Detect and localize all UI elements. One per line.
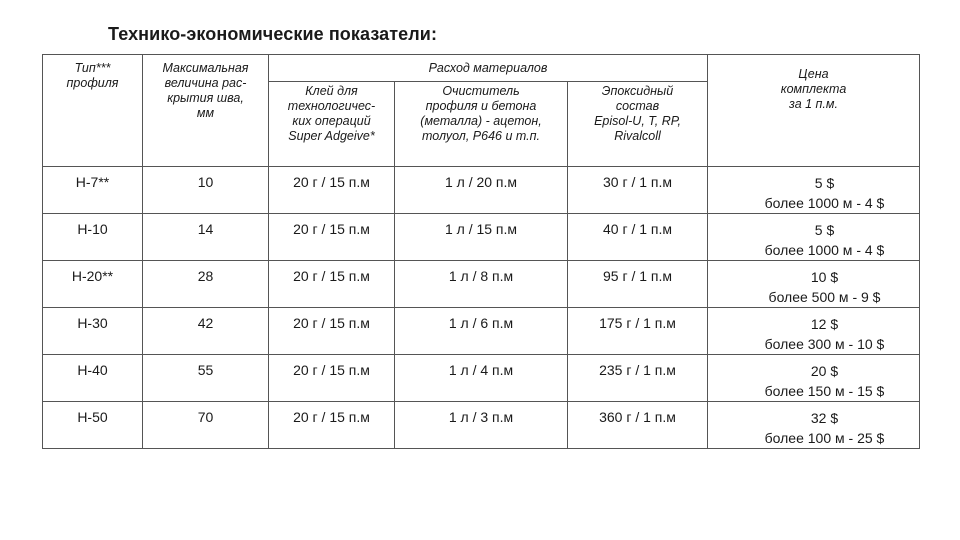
cell-type: Н-7** xyxy=(43,167,143,214)
cell-cleaner: 1 л / 15 п.м xyxy=(395,214,568,261)
cell-epoxy: 175 г / 1 п.м xyxy=(568,308,708,355)
header-epoxy xyxy=(568,82,708,167)
header-cleaner-line: (металла) - ацетон, xyxy=(420,114,542,128)
header-type xyxy=(43,55,143,167)
header-type-line: Тип*** xyxy=(74,61,111,75)
header-price-line: Цена xyxy=(798,67,829,81)
cell-width: 14 xyxy=(143,214,269,261)
header-consumption: Расход материалов xyxy=(269,55,708,82)
cell-epoxy: 360 г / 1 п.м xyxy=(568,402,708,449)
header-cleaner xyxy=(395,82,568,167)
header-cleaner-line: Очиститель xyxy=(442,84,520,98)
cell-width: 70 xyxy=(143,402,269,449)
header-type-line: профиля xyxy=(66,76,119,90)
header-cleaner-line: толуол, Р646 и т.п. xyxy=(422,129,540,143)
cell-width: 42 xyxy=(143,308,269,355)
header-width xyxy=(143,55,269,167)
table-row xyxy=(43,402,920,449)
cell-glue: 20 г / 15 п.м xyxy=(269,167,395,214)
price-bulk: более 150 м - 15 $ xyxy=(764,383,885,399)
cell-cleaner: 1 л / 20 п.м xyxy=(395,167,568,214)
price-bulk: более 1000 м - 4 $ xyxy=(764,195,885,211)
header-width-line: крытия шва, xyxy=(167,91,244,105)
header-glue xyxy=(269,82,395,167)
cell-type: Н-40 xyxy=(43,355,143,402)
header-price-line: комплекта xyxy=(780,82,847,96)
table-row xyxy=(43,308,920,355)
cell-glue: 20 г / 15 п.м xyxy=(269,355,395,402)
cell-glue: 20 г / 15 п.м xyxy=(269,214,395,261)
cell-price xyxy=(708,355,920,402)
price-bulk: более 300 м - 10 $ xyxy=(764,336,885,352)
table-row xyxy=(43,261,920,308)
cell-epoxy: 95 г / 1 п.м xyxy=(568,261,708,308)
header-width-line: Максимальная xyxy=(162,61,249,75)
cell-price xyxy=(708,167,920,214)
cell-glue: 20 г / 15 п.м xyxy=(269,261,395,308)
header-width-line: величина рас- xyxy=(164,76,247,90)
price-base: 5 $ xyxy=(814,175,835,191)
cell-cleaner: 1 л / 8 п.м xyxy=(395,261,568,308)
cell-epoxy: 235 г / 1 п.м xyxy=(568,355,708,402)
header-glue-line: Клей для xyxy=(305,84,358,98)
price-bulk: более 1000 м - 4 $ xyxy=(764,242,885,258)
header-epoxy-line: состав xyxy=(615,99,660,113)
cell-price xyxy=(708,402,920,449)
cell-cleaner: 1 л / 3 п.м xyxy=(395,402,568,449)
cell-glue: 20 г / 15 п.м xyxy=(269,402,395,449)
cell-epoxy: 40 г / 1 п.м xyxy=(568,214,708,261)
header-width-line: мм xyxy=(196,106,215,120)
cell-width: 28 xyxy=(143,261,269,308)
cell-type: Н-50 xyxy=(43,402,143,449)
header-price xyxy=(708,55,920,167)
specs-table xyxy=(42,54,920,449)
cell-cleaner: 1 л / 4 п.м xyxy=(395,355,568,402)
price-base: 12 $ xyxy=(810,316,839,332)
price-bulk: более 500 м - 9 $ xyxy=(768,289,881,305)
header-glue-line: технологичес- xyxy=(287,99,376,113)
page-title: Технико-экономические показатели: xyxy=(108,24,438,44)
price-bulk: более 100 м - 25 $ xyxy=(764,430,885,446)
price-base: 32 $ xyxy=(810,410,839,426)
table-row xyxy=(43,167,920,214)
cell-epoxy: 30 г / 1 п.м xyxy=(568,167,708,214)
header-glue-line: ких операций xyxy=(292,114,371,128)
cell-type: Н-10 xyxy=(43,214,143,261)
cell-price xyxy=(708,261,920,308)
header-epoxy-line: Episol-U, T, RP, xyxy=(594,114,681,128)
price-base: 10 $ xyxy=(810,269,839,285)
header-epoxy-line: Rivalcoll xyxy=(614,129,661,143)
cell-width: 10 xyxy=(143,167,269,214)
header-epoxy-line: Эпоксидный xyxy=(601,84,674,98)
header-cleaner-line: профиля и бетона xyxy=(425,99,537,113)
table-row xyxy=(43,355,920,402)
cell-glue: 20 г / 15 п.м xyxy=(269,308,395,355)
cell-price xyxy=(708,308,920,355)
price-base: 5 $ xyxy=(814,222,835,238)
table-row xyxy=(43,214,920,261)
cell-price xyxy=(708,214,920,261)
price-base: 20 $ xyxy=(810,363,839,379)
cell-cleaner: 1 л / 6 п.м xyxy=(395,308,568,355)
cell-type: Н-20** xyxy=(43,261,143,308)
header-price-line: за 1 п.м. xyxy=(789,97,838,111)
cell-type: Н-30 xyxy=(43,308,143,355)
cell-width: 55 xyxy=(143,355,269,402)
header-glue-line: Super Adgeive* xyxy=(288,129,375,143)
